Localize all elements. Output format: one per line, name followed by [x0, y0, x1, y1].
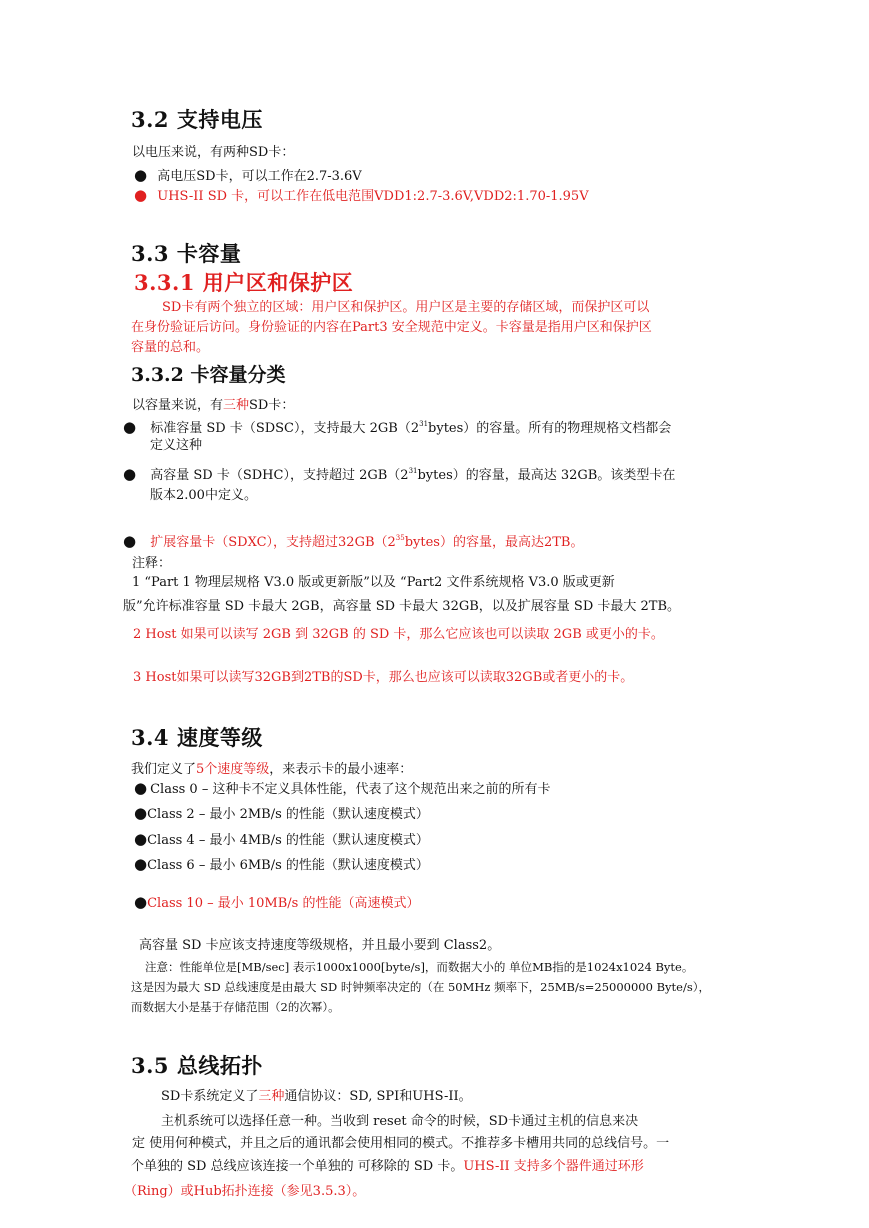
paragraph-line: SD卡有两个独立的区域：用户区和保护区。用户区是主要的存储区域，而保护区可以 [162, 300, 650, 315]
speed-paragraph: 高容量 SD 卡应该支持速度等级规格，并且最小要到 Class2。 [139, 938, 501, 953]
bullet-icon: ● [123, 418, 137, 436]
capacity-intro: 以容量来说，有三种SD卡： [132, 398, 295, 413]
section-3-3-2-title: 3.3.2 卡容量分类 [131, 364, 286, 386]
section-3-3-title: 3.3 卡容量 [131, 241, 242, 266]
section-3-5-title: 3.5 总线拓扑 [131, 1053, 263, 1078]
speed-intro: 我们定义了5个速度等级，来表示卡的最小速率： [131, 762, 413, 777]
list-item: ●Class 2 – 最小 2MB/s 的性能（默认速度模式） [134, 804, 429, 822]
note-line: 注意：性能单位是[MB/sec] 表示1000x1000[byte/s]，而数据大小的 单位MB指的是1024x1024 Byte。 [145, 960, 694, 974]
list-item: ● Class 0 – 这种卡不定义具体性能，代表了这个规范出来之前的所有卡 [134, 779, 551, 797]
paragraph-line: 主机系统可以选择任意一种。当收到 reset 命令的时候，SD卡通过主机的信息来决 [161, 1114, 639, 1129]
section-3-4-title: 3.4 速度等级 [131, 725, 263, 750]
note-label: 注释： [132, 556, 172, 571]
section-3-2-title: 3.2 支持电压 [131, 107, 263, 132]
paragraph-line: SD卡系统定义了三种通信协议：SD, SPI和UHS-II。 [161, 1089, 472, 1104]
bullet-icon: ● [123, 465, 137, 483]
list-item: ● UHS-II SD 卡，可以工作在低电范围VDD1:2.7-3.6V,VDD2:1.70-1.95V [134, 186, 589, 204]
note-line: 1 “Part 1 物理层规格 V3.0 版或更新版”以及 “Part2 文件系统规格 V3.0 版或更新 [132, 575, 615, 590]
paragraph-line: （Ring）或Hub拓扑连接（参见3.5.3）。 [124, 1184, 366, 1199]
section-3-3-1-title: 3.3.1 用户区和保护区 [134, 270, 354, 295]
paragraph-line: 容量的总和。 [131, 340, 210, 355]
list-item: ● 扩展容量卡（SDXC），支持超过$32GB(2^{35}bytes)$的容量，最高达2TB。 [123, 532, 584, 550]
voltage-intro: 以电压来说，有两种SD卡： [132, 145, 295, 160]
note-line: 而数据大小是基于存储范围（2的次幂）。 [131, 1000, 340, 1014]
paragraph-line: 个单独的 SD 总线应该连接一个单独的 可移除的 SD 卡。UHS-II 支持多个器件通过环形 [131, 1159, 644, 1174]
bullet-icon: ● [134, 166, 148, 184]
paragraph-line: 在身份验证后访问。身份验证的内容在Part3 安全规范中定义。卡容量是指用户区和保护区 [131, 320, 652, 335]
note-line: 版”允许标准容量 SD 卡最大 2GB，高容量 SD 卡最大 32GB，以及扩展容量 SD 卡最大 2TB。 [123, 599, 681, 614]
note-line: 3 Host如果可以读写32GB到2TB的SD卡，那么也应该可以读取32GB或者更小的卡。 [133, 670, 634, 685]
note-line: 2 Host 如果可以读写 2GB 到 32GB 的 SD 卡，那么它应该也可以读取 2GB 或更小的卡。 [133, 627, 664, 642]
list-item-continuation: 版本2.00中定义。 [150, 488, 257, 503]
list-item: ●Class 6 – 最小 6MB/s 的性能（默认速度模式） [134, 855, 429, 873]
bullet-icon: ● [123, 532, 137, 550]
bullet-icon: ● [134, 186, 148, 204]
bullet-icon: ● [134, 779, 148, 797]
bullet-icon: ● [134, 830, 148, 848]
bullet-icon: ● [134, 893, 148, 911]
note-line: 这是因为最大 SD 总线速度是由最大 SD 时钟频率决定的（在 50MHz 频率下，25MB/s=25000000 Byte/s）， [131, 980, 710, 994]
list-item: ● 标准容量 SD 卡（SDSC），支持最大 $2GB(2^{31}bytes)$的容量。所有的物理规格文档都会 [123, 418, 672, 436]
paragraph-line: 定 使用何种模式，并且之后的通讯都会使用相同的模式。不推荐多卡槽用共同的总线信号。一 [132, 1136, 670, 1151]
list-item: ●Class 4 – 最小 4MB/s 的性能（默认速度模式） [134, 830, 429, 848]
list-item-continuation: 定义这种 [150, 438, 203, 453]
bullet-icon: ● [134, 855, 148, 873]
list-item: ● 高电压SD卡，可以工作在2.7-3.6V [134, 166, 362, 184]
list-item: ●Class 10 – 最小 10MB/s 的性能（高速模式） [134, 893, 420, 911]
bullet-icon: ● [134, 804, 148, 822]
list-item: ● 高容量 SD 卡（SDHC），支持超过 $2GB(2^{31}bytes)$的容量，最高达 32GB。该类型卡在 [123, 465, 676, 483]
